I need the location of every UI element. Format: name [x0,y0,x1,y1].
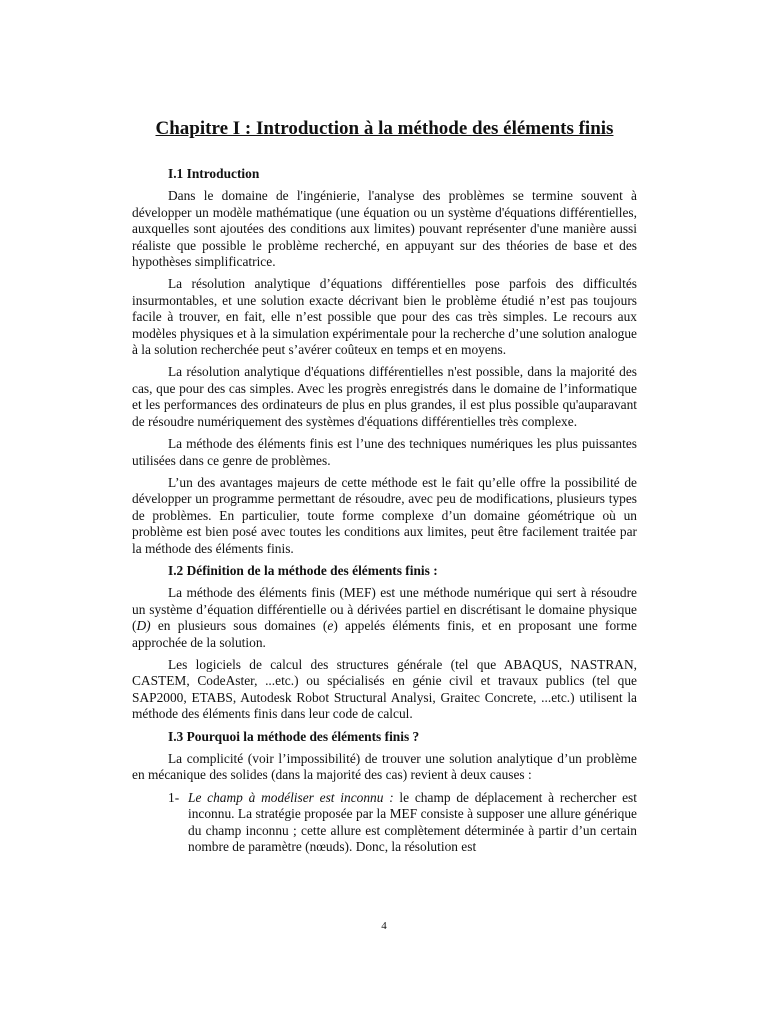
text-run: La méthode des éléments finis (MEF) est une méthode numérique qui sert à résoudre un système d’équation différentielle ou à dérivées partiel en discrétisant le domaine physique ( [132,585,637,634]
section-heading: I.1 Introduction [168,166,260,181]
list-item [132,790,637,856]
domain-symbol: D) [136,618,151,634]
paragraph-mef-definition [132,585,637,651]
list-item-text: le champ de déplacement à rechercher est inconnu. La stratégie proposée par la MEF consiste à supposer une allure générique du champ inconnu ; cette allure est complètement déterminée à partir d’un certain nombre de paramètre (nœuds). Donc, la résolution est [188,789,637,855]
section-introduction [132,166,637,557]
page-number: 4 [381,920,387,932]
page-content [132,117,637,855]
paragraph: La résolution analytique d'équations différentielles n'est possible, dans la majorité des cas, que pour des cas simples. Avec les progrès enregistrés dans le domaine de l’informatique et les performances des ordinateurs de plus en plus grandes, il est plus possible qu'auparavant de résoudre numériquement des systèmes d'équations différentielles très complexe. [132,364,637,429]
paragraph: La méthode des éléments finis est l’une des techniques numériques les plus puissantes utilisées dans ce genre de problèmes. [132,436,637,468]
paragraph: Dans le domaine de l'ingénierie, l'analyse des problèmes se termine souvent à développer un modèle mathématique (une équation ou un système d'équations différentielles, auxquelles sont ajoutées des conditions aux limites) pouvant représenter d'une manière aussi réaliste que possible le problème recherché, en appuyant sur des théories de base et des hypothèses simplificatrice. [132,188,637,270]
paragraph: L’un des avantages majeurs de cette méthode est le fait qu’elle offre la possibilité de développer un programme permettant de résoudre, avec peu de modifications, plusieurs types de problèmes. En particulier, toute forme complexe d’un domaine géométrique où un problème est bien posé avec toutes les conditions aux limites, peut être facilement traitée par la méthode des éléments finis. [132,474,637,556]
paragraph: Les logiciels de calcul des structures générale (tel que ABAQUS, NASTRAN, CASTEM, CodeAster, ...etc.) ou spécialisés en génie civil et travaux publics (tel que SAP2000, ETABS, Autodesk Robot Structural Analysi, Graitec Concrete, ...etc.) utilisent la méthode des éléments finis dans leur code de calcul. [132,656,637,722]
causes-list [132,790,637,856]
section-why [132,729,637,856]
chapter-title: Chapitre I : Introduction à la méthode des éléments finis [155,118,614,139]
text-run: ) appelés éléments finis, et en proposant une forme approchée de la solution. [132,618,637,650]
paragraph: La complicité (voir l’impossibilité) de trouver une solution analytique d’un problème en mécanique des solides (dans la majorité des cas) revient à deux causes : [132,751,637,783]
text-run: en plusieurs sous domaines ( [150,618,328,634]
section-heading: I.3 Pourquoi la méthode des éléments finis ? [168,728,420,744]
paragraph: La résolution analytique d’équations différentielles pose parfois des difficultés insurmontables, et une solution exacte décrivant bien le problème étudié n’est pas toujours facile à trouver, en fait, elle n’est possible que pour des cas très simples. Le recours aux modèles physiques et à la simulation expérimentale pour la recherche d’une solution analogue à la solution recherchée peut s’avérer coûteux en temps et en moyens. [132,276,637,358]
list-number: 1- [168,789,180,805]
list-item-lead: Le champ à modéliser est inconnu : [188,789,394,805]
section-heading: I.2 Définition de la méthode des éléments finis : [168,562,438,578]
section-definition [132,563,637,723]
element-symbol: e [327,618,334,634]
